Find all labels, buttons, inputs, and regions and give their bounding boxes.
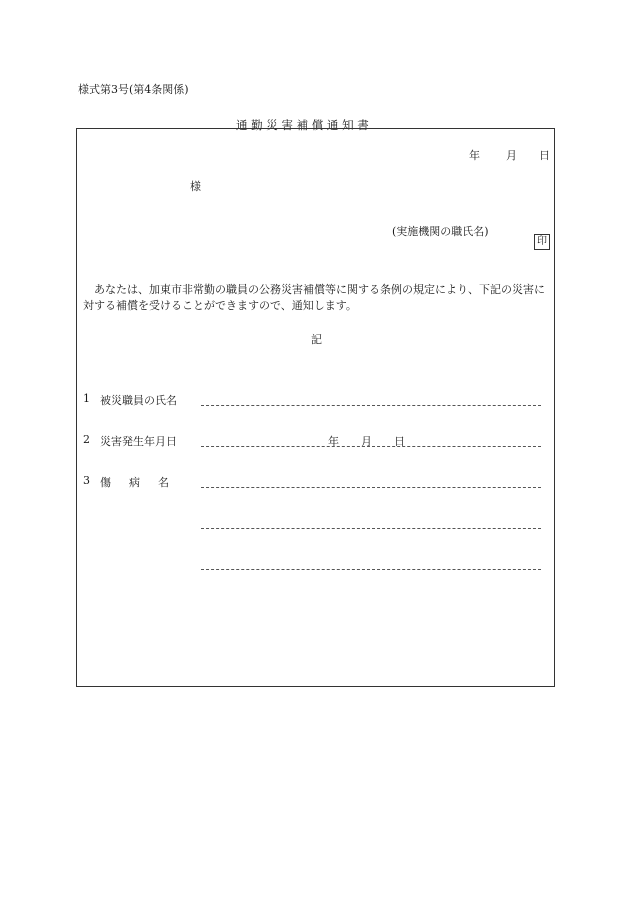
item-label-incident-date: 災害発生年月日: [100, 435, 177, 448]
form-number-label: 様式第3号(第4条関係): [78, 83, 189, 96]
victim-name-field-line[interactable]: [201, 405, 541, 406]
incident-date-placeholder: 年 月 日: [328, 435, 405, 448]
injury-name-field-line-2[interactable]: [201, 528, 541, 529]
injury-name-field-line-1[interactable]: [201, 487, 541, 488]
addressee-honorific: 様: [190, 180, 201, 193]
item-label-victim-name: 被災職員の氏名: [100, 394, 177, 407]
document-title: 通 勤 災 害 補 償 通 知 書: [236, 118, 369, 132]
month-label: 月: [506, 149, 517, 162]
item-number-1: 1: [83, 392, 90, 405]
seal-mark: 印: [534, 234, 550, 250]
issuer-title-label: (実施機関の職氏名): [392, 225, 489, 238]
item-number-2: 2: [83, 433, 90, 446]
item-label-injury-name: 傷病名: [100, 476, 187, 489]
ki-heading: 記: [311, 333, 322, 346]
notice-date: [469, 147, 550, 163]
day-label: 日: [539, 149, 550, 162]
notice-body-text: あなたは、加東市非常勤の職員の公務災害補償等に関する条例の規定により、下記の災害に対する補償を受けることができますので、通知します。: [83, 283, 545, 312]
year-label: 年: [469, 149, 480, 162]
item-number-3: 3: [83, 474, 90, 487]
incident-date-field-line[interactable]: [201, 446, 541, 447]
injury-name-field-line-3[interactable]: [201, 569, 541, 570]
